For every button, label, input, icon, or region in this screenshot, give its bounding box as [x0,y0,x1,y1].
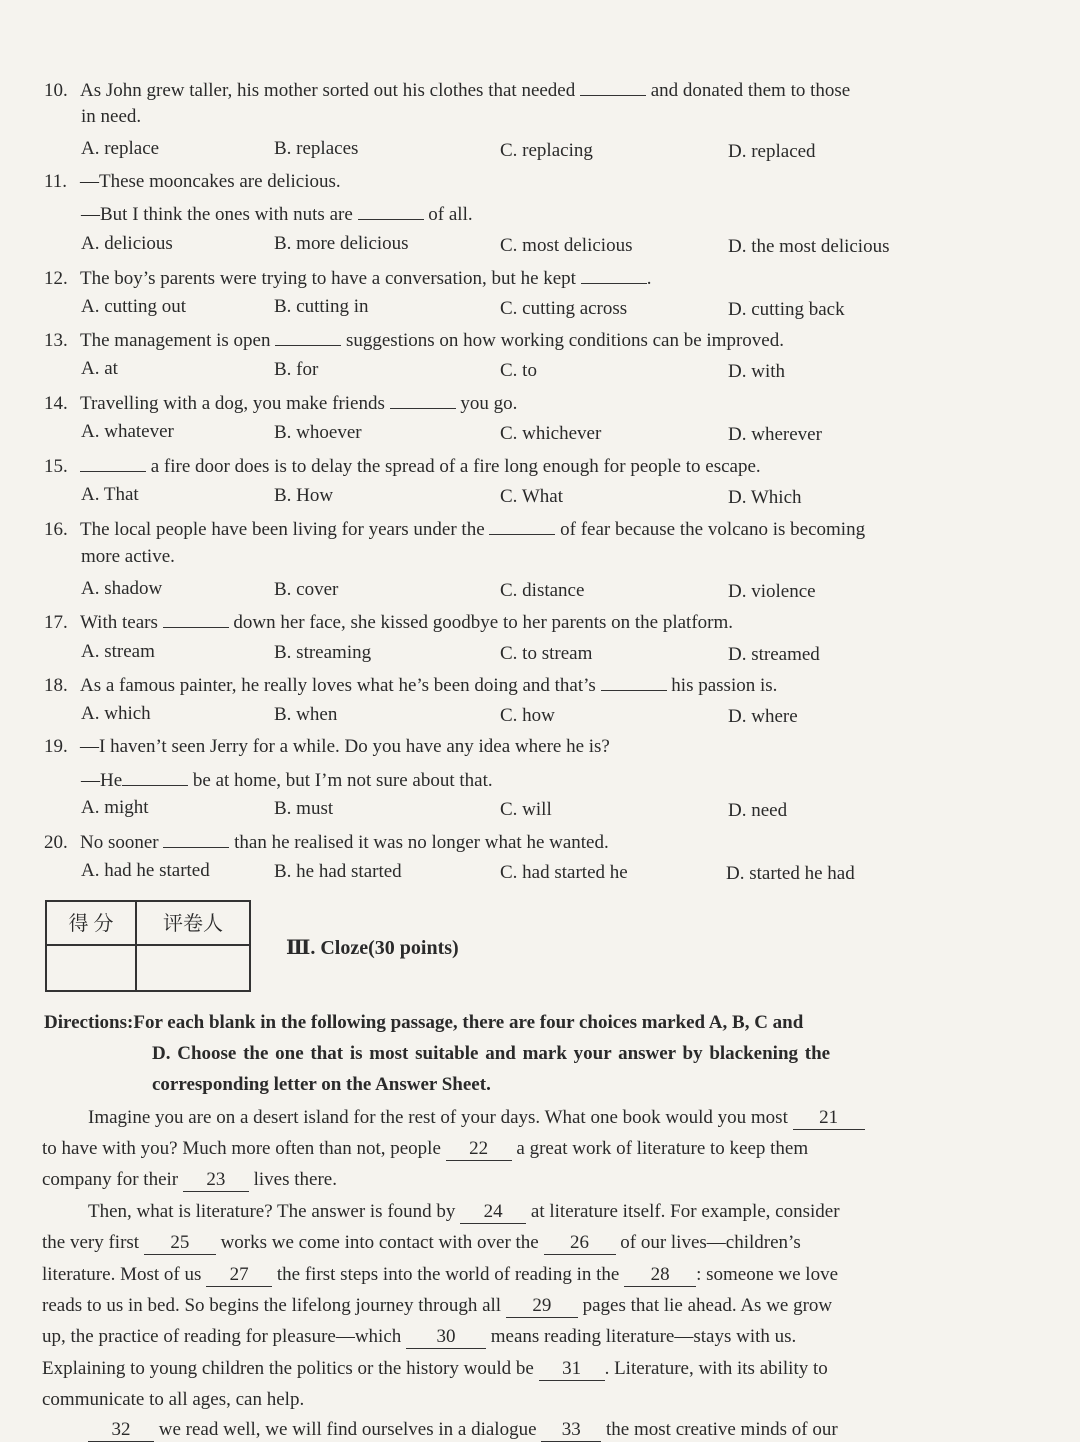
answer-blank[interactable] [80,453,146,472]
passage-line [88,1419,838,1442]
directions-text: For each blank in the following passage, there are four choices marked A, B, C and [133,1012,804,1033]
blank-30[interactable]: 30 [406,1326,486,1349]
passage-text: at literature itself. For example, consider [530,1201,840,1222]
blank-27[interactable]: 27 [206,1264,272,1287]
passage-text: works we come into contact with over the [220,1232,539,1253]
option-b[interactable]: B. cutting in [274,296,369,317]
option-d[interactable]: D. streamed [728,644,820,665]
passage-line [42,1169,337,1192]
passage-text: of our lives—children’s [620,1232,801,1253]
passage-text: the very first [42,1232,140,1253]
option-b[interactable]: B. more delicious [274,233,409,254]
option-a[interactable]: A. delicious [81,233,173,254]
question-number: 14. [44,393,68,414]
reviewer-cell[interactable] [137,946,249,990]
passage-text: the most creative minds of our [606,1419,838,1440]
option-b[interactable]: B. cover [274,579,339,600]
question-text: his passion is. [671,675,778,696]
question-text: you go. [460,393,518,414]
option-c[interactable]: C. What [500,486,563,507]
passage-line [42,1232,801,1255]
option-b[interactable]: B. when [274,704,338,725]
answer-blank[interactable] [122,767,188,786]
question-text: down her face, she kissed goodbye to her parents on the platform. [233,612,734,633]
blank-29[interactable]: 29 [506,1295,578,1318]
passage-text: we read well, we will find ourselves in a dialogue [158,1419,537,1440]
question-15 [44,453,761,479]
answer-blank[interactable] [358,201,424,220]
passage-text: to have with you? Much more often than not, people [42,1138,441,1159]
passage-text: Explaining to young children the politics or the history would be [42,1358,534,1379]
reviewer-header: 评卷人 [137,902,249,946]
question-text: —But I think the ones with nuts are [81,204,353,225]
blank-23[interactable]: 23 [183,1169,249,1192]
directions-line-1 [44,1012,803,1034]
passage-line [42,1264,838,1287]
blank-22[interactable]: 22 [446,1138,512,1161]
answer-blank[interactable] [601,672,667,691]
score-cell[interactable] [47,946,137,990]
blank-24[interactable]: 24 [460,1201,526,1224]
directions-line-2: D. Choose the one that is most suitable and mark your answer by blackening the [152,1043,831,1064]
question-17 [44,609,733,635]
question-text: —These mooncakes are delicious. [80,171,341,192]
blank-25[interactable]: 25 [144,1232,216,1255]
option-d[interactable]: D. wherever [728,424,822,445]
option-c[interactable]: C. most delicious [500,235,633,256]
blank-26[interactable]: 26 [544,1232,616,1255]
option-a[interactable]: A. whatever [81,421,174,442]
passage-line [42,1358,828,1381]
option-b[interactable]: B. for [274,359,319,380]
option-a[interactable]: A. had he started [81,860,210,881]
option-d[interactable]: D. violence [728,581,816,602]
question-continuation: in need. [81,106,142,127]
option-c[interactable]: C. had started he [500,862,628,883]
option-a[interactable]: A. replace [81,138,160,159]
passage-text: . Literature, with its ability to [604,1358,828,1379]
answer-blank[interactable] [580,77,646,96]
question-number: 12. [44,268,68,289]
option-b[interactable]: B. whoever [274,422,362,443]
passage-line [88,1107,865,1130]
passage-text: company for their [42,1169,179,1190]
question-text: of all. [428,204,473,225]
option-d[interactable]: D. need [728,800,788,821]
answer-blank[interactable] [581,265,647,284]
option-c[interactable]: C. how [500,705,555,726]
option-d[interactable]: D. the most delicious [728,236,890,257]
question-text: of fear because the volcano is becoming [560,519,866,540]
question-text: and donated them to those [650,80,851,101]
option-a[interactable]: A. That [81,484,139,505]
question-continuation [81,201,473,226]
passage-text: Then, what is literature? The answer is found by [88,1201,456,1222]
question-number: 13. [44,330,68,351]
option-a[interactable]: A. cutting out [81,296,187,317]
passage-line [88,1201,840,1224]
answer-blank[interactable] [163,609,229,628]
option-c[interactable]: C. whichever [500,423,602,444]
passage-text: : someone we love [696,1264,839,1285]
answer-blank[interactable] [489,516,555,535]
question-text: With tears [80,612,158,633]
passage-text: communicate to all ages, can help. [42,1389,305,1410]
score-header: 得 分 [47,902,137,946]
option-d[interactable]: D. where [728,706,798,727]
question-text: be at home, but I’m not sure about that. [192,770,493,791]
passage-text: a great work of literature to keep them [516,1138,809,1159]
question-number: 20. [44,832,68,853]
option-b[interactable]: B. streaming [274,642,372,663]
question-number: 17. [44,612,68,633]
question-10 [44,77,850,103]
passage-text: reads to us in bed. So begins the lifelong journey through all [42,1295,502,1316]
question-text: As John grew taller, his mother sorted out his clothes that needed [80,80,576,101]
directions-label: Directions: [44,1012,134,1033]
passage-text: up, the practice of reading for pleasure—which [42,1326,402,1347]
question-text: —He [81,770,123,791]
option-c[interactable]: C. to stream [500,643,593,664]
question-text: than he realised it was no longer what he wanted. [234,832,609,853]
question-11 [44,170,341,194]
question-number: 15. [44,456,68,477]
question-13 [44,327,784,353]
question-number: 16. [44,519,68,540]
question-text: a fire door does is to delay the spread of a fire long enough for people to escape. [150,456,761,477]
question-16 [44,516,865,542]
blank-31[interactable]: 31 [539,1358,605,1381]
question-18 [44,672,777,698]
question-continuation [81,767,493,792]
option-a[interactable]: A. might [81,797,149,818]
question-text: . [646,268,652,289]
answer-blank[interactable] [275,327,341,346]
blank-21[interactable]: 21 [793,1107,865,1130]
option-d[interactable]: D. cutting back [728,299,845,320]
passage-text: lives there. [253,1169,337,1190]
passage-text: literature. Most of us [42,1264,202,1285]
option-b[interactable]: B. replaces [274,138,359,159]
passage-line [42,1138,808,1161]
passage-text: means reading literature—stays with us. [490,1326,797,1347]
option-b[interactable]: B. he had started [274,861,402,882]
question-continuation: more active. [81,546,175,567]
passage-text: pages that lie ahead. As we grow [582,1295,833,1316]
blank-28[interactable]: 28 [624,1264,696,1287]
question-number: 11. [44,171,68,192]
question-12 [44,265,651,291]
question-number: 10. [44,80,68,101]
option-d[interactable]: D. with [728,361,785,382]
option-c[interactable]: C. to [500,360,537,381]
option-c[interactable]: C. cutting across [500,298,628,319]
option-a[interactable]: A. at [81,358,118,379]
option-b[interactable]: B. How [274,485,334,506]
question-text: As a famous painter, he really loves what he’s been doing and that’s [80,675,596,696]
question-number: 19. [44,736,68,757]
blank-32[interactable]: 32 [88,1419,154,1442]
question-text: suggestions on how working conditions can be improved. [345,330,784,351]
option-d[interactable]: D. Which [728,487,802,508]
passage-line [42,1389,304,1411]
question-text: No sooner [80,832,159,853]
directions-line-3: corresponding letter on the Answer Sheet. [152,1074,491,1095]
option-a[interactable]: A. which [81,703,151,724]
blank-33[interactable]: 33 [541,1419,601,1442]
passage-text: the first steps into the world of reading in the [276,1264,620,1285]
question-text: —I haven’t seen Jerry for a while. Do you have any idea where he is? [80,736,610,757]
question-14 [44,390,517,416]
option-b[interactable]: B. must [274,798,334,819]
question-text: The local people have been living for years under the [80,519,485,540]
option-c[interactable]: C. distance [500,580,585,601]
question-20 [44,829,609,855]
answer-blank[interactable] [390,390,456,409]
option-a[interactable]: A. shadow [81,578,163,599]
section-title: Ⅲ. Cloze(30 points) [286,937,459,959]
option-c[interactable]: C. replacing [500,140,593,161]
question-text: Travelling with a dog, you make friends [80,393,385,414]
question-text: The management is open [80,330,271,351]
question-text: The boy’s parents were trying to have a conversation, but he kept [80,268,576,289]
passage-text: Imagine you are on a desert island for the rest of your days. What one book would you most [88,1107,788,1128]
option-a[interactable]: A. stream [81,641,155,662]
answer-blank[interactable] [163,829,229,848]
score-table [45,900,251,992]
passage-line [42,1295,832,1318]
option-c[interactable]: C. will [500,799,552,820]
question-number: 18. [44,675,68,696]
option-d[interactable]: D. replaced [728,141,816,162]
option-d[interactable]: D. started he had [726,863,855,884]
passage-line [42,1326,796,1349]
question-19 [44,735,610,759]
